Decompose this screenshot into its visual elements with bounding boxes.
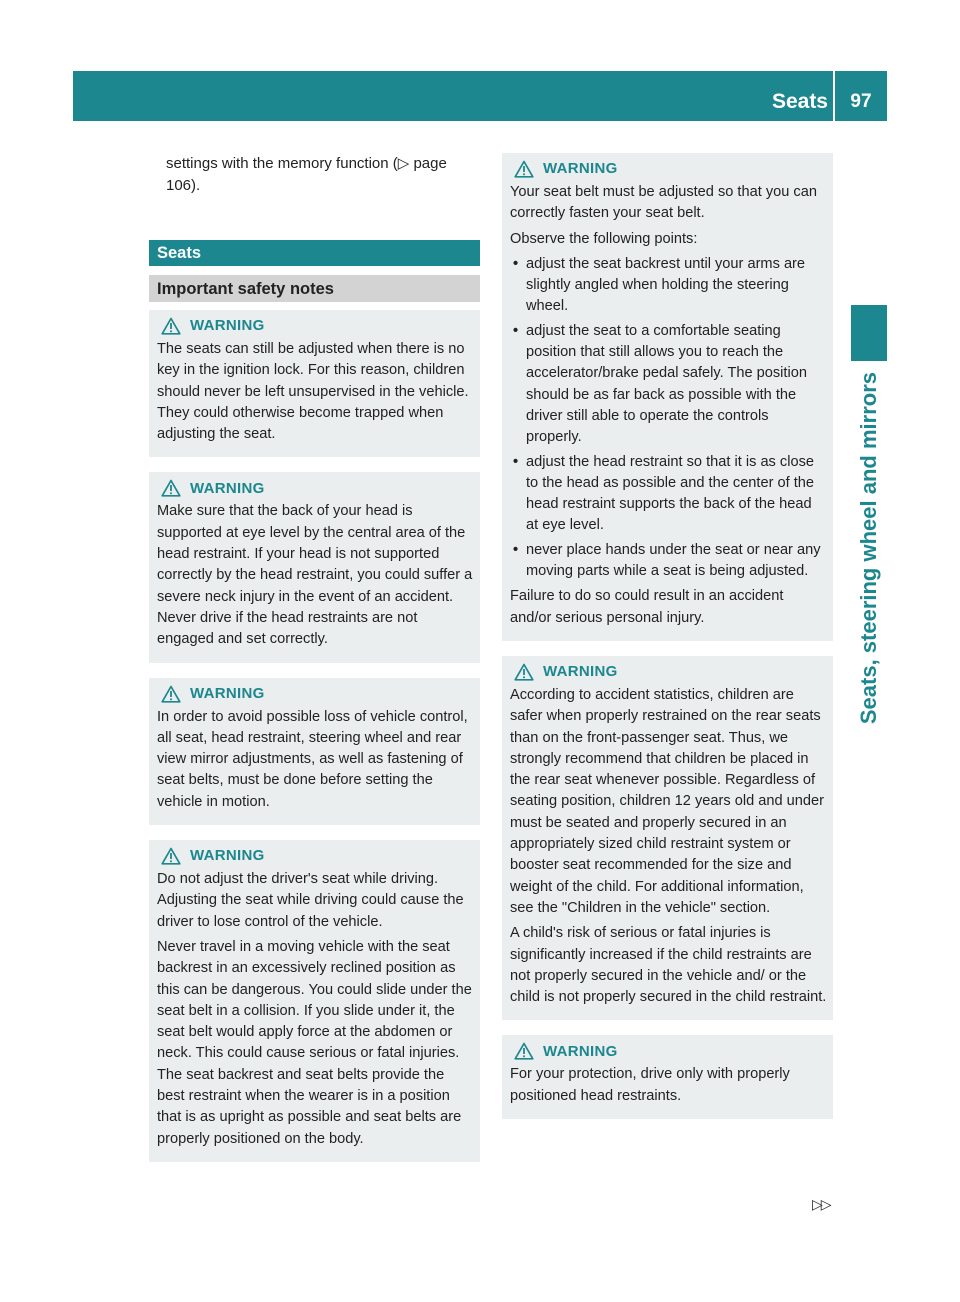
warning-box — [149, 678, 480, 825]
warning-paragraph: In order to avoid possible loss of vehicle control, all seat, head restraint, steering wheel and rear view mirror adjustments, as well as fastening of seat belts, must be done before setting the vehicle in motion. — [157, 708, 468, 810]
warning-closing: Failure to do so could result in an accident and/or serious personal injury. — [510, 588, 784, 626]
warning-title: WARNING — [543, 160, 618, 178]
warning-title: WARNING — [190, 479, 265, 497]
intro-text: settings with the memory function (▷ page 106). — [166, 155, 447, 194]
right-column — [502, 153, 833, 1134]
warning-paragraph: For your protection, drive only with properly positioned head restraints. — [510, 1066, 790, 1104]
warning-paragraph: Observe the following points: — [510, 230, 698, 247]
warning-paragraph: Your seat belt must be adjusted so that you can correctly fasten your seat belt. — [510, 184, 817, 222]
warning-header — [157, 845, 474, 867]
warning-triangle-icon — [514, 1042, 534, 1060]
warning-header — [157, 315, 474, 337]
warning-triangle-icon — [161, 317, 181, 335]
warning-box — [149, 310, 480, 457]
warning-paragraph: Never travel in a moving vehicle with the seat backrest in an excessively reclined position as this can be dangerous. You could slide under the seat belt in a collision. If you slide under it, the seat belt would apply force at the abdomen or neck. This could cause serious or fatal injuries. The seat backrest and seat belts provide the best restraint when the wearer is in a position that is as upright as possible and seat belts are properly positioned on the body. — [157, 938, 472, 1147]
warning-title: WARNING — [190, 317, 265, 335]
warning-box — [149, 840, 480, 1162]
warning-header — [157, 683, 474, 705]
continue-marker: ▷▷ — [812, 1196, 830, 1212]
warning-bullet-item: • adjust the seat to a comfortable seating position that still allows you to reach the accelerator/brake pedal safely. The position should be as far back as possible with the driver still able to operate the controls properly. — [510, 321, 827, 449]
warning-title: WARNING — [190, 847, 265, 865]
left-column — [149, 150, 480, 1177]
warning-title: WARNING — [543, 663, 618, 681]
warning-triangle-icon — [161, 847, 181, 865]
section-title: Seats — [149, 240, 480, 266]
page-number: 97 — [850, 91, 872, 112]
side-chapter-label: Seats, steering wheel and mirrors — [856, 372, 881, 725]
subsection-title: Important safety notes — [149, 275, 480, 302]
right-warnings-list — [502, 153, 833, 1119]
warning-title: WARNING — [543, 1042, 618, 1060]
left-warnings-list — [149, 310, 480, 1162]
warning-paragraph: Make sure that the back of your head is supported at eye level by the central area of the head restraint. If your head is not supported correctly by the head restraint, you could suffer a severe neck injury in the event of an accident. Never drive if the head restraints are not engaged and set correctly. — [157, 503, 473, 648]
warning-title: WARNING — [190, 684, 265, 702]
warning-bullet-item: • never place hands under the seat or near any moving parts while a seat is being adjusted. — [510, 540, 827, 583]
warning-paragraph: The seats can still be adjusted when there is no key in the ignition lock. For this reason, children should never be left unsupervised in the vehicle. They could otherwise become trapped when adjusting the seat. — [157, 341, 469, 443]
side-chapter-tab — [851, 305, 887, 361]
warning-triangle-icon — [161, 479, 181, 497]
warning-bullet-item: • adjust the head restraint so that it is as close to the head as possible and the center of the head restraint supports the back of the head at eye level. — [510, 452, 827, 537]
warning-box — [502, 656, 833, 1020]
warning-triangle-icon — [161, 685, 181, 703]
warning-bullet-list — [510, 254, 827, 582]
warning-bullet-item: • adjust the seat backrest until your arms are slightly angled when holding the steering wheel. — [510, 254, 827, 318]
warning-header — [510, 661, 827, 683]
warning-header — [510, 158, 827, 180]
warning-box — [502, 153, 833, 641]
warning-header — [157, 477, 474, 499]
warning-box — [149, 472, 480, 662]
warning-box — [502, 1035, 833, 1119]
warning-triangle-icon — [514, 160, 534, 178]
warning-paragraph: A child's risk of serious or fatal injuries is significantly increased if the child restraints are not properly secured in the vehicle and/ or the child is not properly secured in the child restraint. — [510, 925, 827, 1006]
header-section-title: Seats — [771, 90, 828, 113]
warning-header — [510, 1040, 827, 1062]
warning-paragraph: According to accident statistics, children are safer when properly restrained on the rear seats than on the front-passenger seat. Thus, we strongly recommend that children be placed in the rear seat whenever possible. Regardless of seating position, children 12 years old and under must be seated and properly secured in an appropriately sized child restraint system or booster seat recommended for the size and weight of the child. For additional information, see the "Children in the vehicle" section. — [510, 686, 824, 916]
warning-triangle-icon — [514, 663, 534, 681]
warning-paragraph: Do not adjust the driver's seat while driving. Adjusting the seat while driving could cause the driver to lose control of the vehicle. — [157, 871, 464, 930]
